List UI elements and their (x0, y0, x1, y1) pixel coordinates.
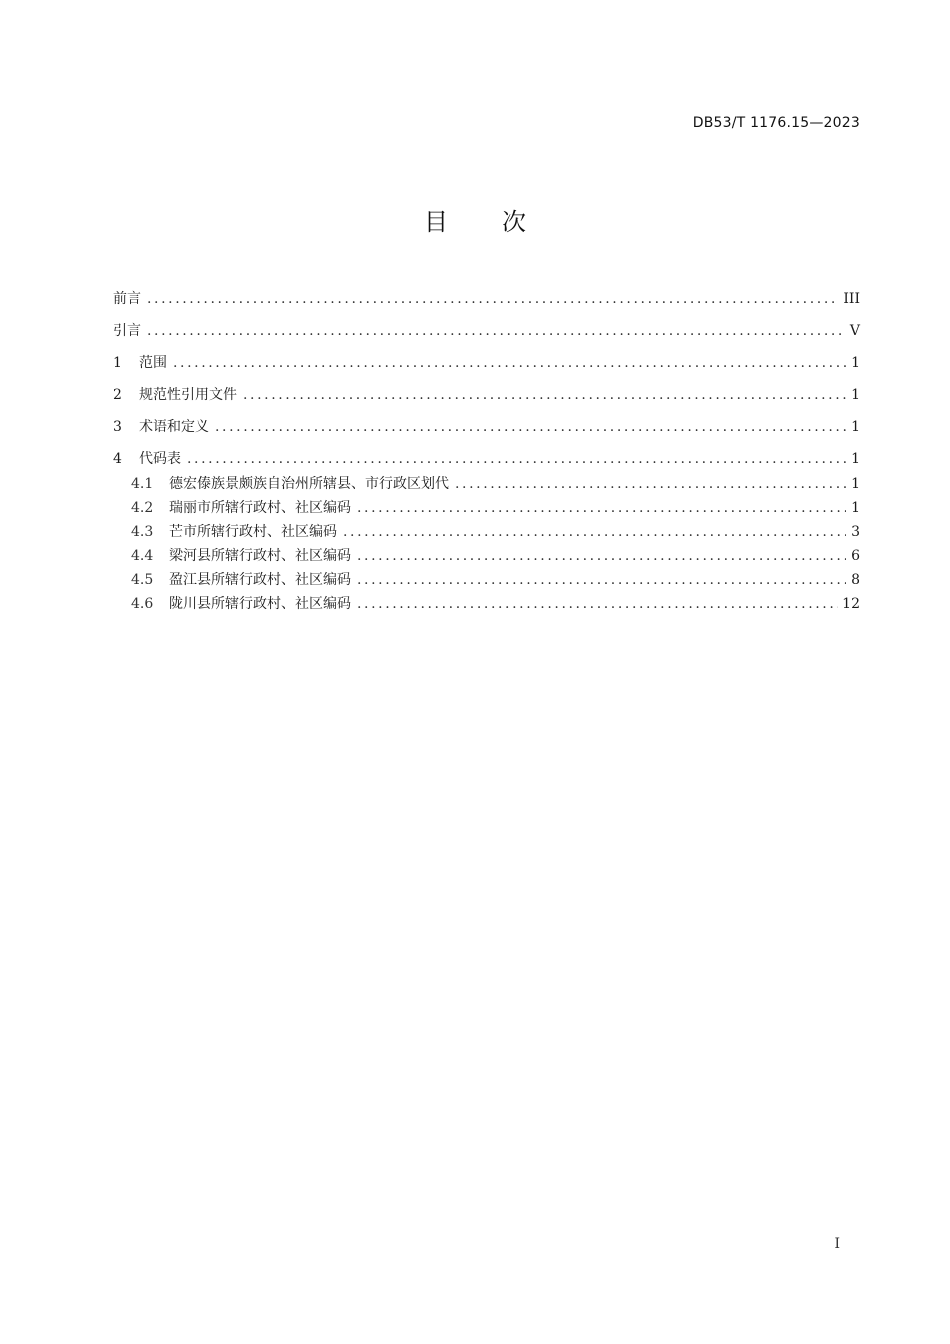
toc-entry-number: 3 (113, 419, 122, 435)
toc-entry-page: 1 (851, 500, 860, 516)
toc-entry-page: 1 (851, 476, 860, 492)
leader-dots (147, 320, 846, 342)
toc-entry-page: V (849, 323, 860, 339)
toc-entry-number: 4.6 (131, 596, 154, 612)
leader-dots (357, 593, 838, 615)
toc-entry-label: 代码表 (139, 451, 181, 467)
toc-entry-page: 1 (851, 451, 860, 467)
toc-subentry-4-3[interactable] (113, 521, 860, 543)
leader-dots (215, 416, 846, 438)
toc-entry-page: III (843, 291, 860, 307)
toc-entry-number: 4.1 (131, 476, 154, 492)
toc-entry-number: 4.5 (131, 572, 154, 588)
toc-entry-label: 引言 (113, 323, 141, 339)
toc-entry-label: 陇川县所辖行政村、社区编码 (169, 596, 351, 612)
toc-entry-number: 4.2 (131, 500, 154, 516)
toc-entry-terms-definitions[interactable] (113, 416, 860, 438)
toc-subentry-4-2[interactable] (113, 497, 860, 519)
page-number: I (834, 1236, 840, 1252)
title-char-1: 目 (424, 208, 448, 236)
page-title (0, 202, 950, 237)
toc-subentry-4-1[interactable] (113, 473, 860, 495)
toc-entry-page: 3 (851, 524, 860, 540)
toc-entry-label: 规范性引用文件 (139, 387, 237, 403)
toc-entry-number: 4.3 (131, 524, 154, 540)
toc-entry-page: 1 (851, 419, 860, 435)
toc-entry-scope[interactable] (113, 352, 860, 374)
leader-dots (147, 288, 839, 310)
leader-dots (357, 545, 846, 567)
table-of-contents (113, 288, 860, 617)
toc-entry-normative-references[interactable] (113, 384, 860, 406)
toc-subentry-4-4[interactable] (113, 545, 860, 567)
toc-entry-foreword[interactable] (113, 288, 860, 310)
toc-entry-label: 瑞丽市所辖行政村、社区编码 (169, 500, 351, 516)
title-char-2: 次 (502, 208, 526, 236)
toc-entry-label: 盈江县所辖行政村、社区编码 (169, 572, 351, 588)
toc-entry-label: 范围 (139, 355, 167, 371)
toc-entry-page: 8 (851, 572, 860, 588)
toc-entry-page: 12 (842, 596, 860, 612)
toc-entry-label: 芒市所辖行政村、社区编码 (169, 524, 337, 540)
toc-entry-number: 4.4 (131, 548, 154, 564)
leader-dots (343, 521, 846, 543)
leader-dots (357, 497, 846, 519)
document-code: DB53/T 1176.15—2023 (692, 115, 860, 131)
leader-dots (173, 352, 846, 374)
toc-entry-number: 1 (113, 355, 122, 371)
toc-subentry-4-6[interactable] (113, 593, 860, 615)
toc-entry-number: 4 (113, 451, 122, 467)
toc-entry-label: 前言 (113, 291, 141, 307)
toc-entry-code-table[interactable] (113, 448, 860, 470)
toc-entry-label: 术语和定义 (139, 419, 209, 435)
toc-subentry-4-5[interactable] (113, 569, 860, 591)
toc-entry-page: 1 (851, 355, 860, 371)
leader-dots (455, 473, 846, 495)
toc-entry-page: 6 (851, 548, 860, 564)
leader-dots (357, 569, 846, 591)
toc-entry-number: 2 (113, 387, 122, 403)
leader-dots (243, 384, 846, 406)
leader-dots (187, 448, 846, 470)
toc-entry-label: 梁河县所辖行政村、社区编码 (169, 548, 351, 564)
toc-entry-page: 1 (851, 387, 860, 403)
toc-entry-introduction[interactable] (113, 320, 860, 342)
toc-entry-label: 德宏傣族景颇族自治州所辖县、市行政区划代 (169, 476, 449, 492)
